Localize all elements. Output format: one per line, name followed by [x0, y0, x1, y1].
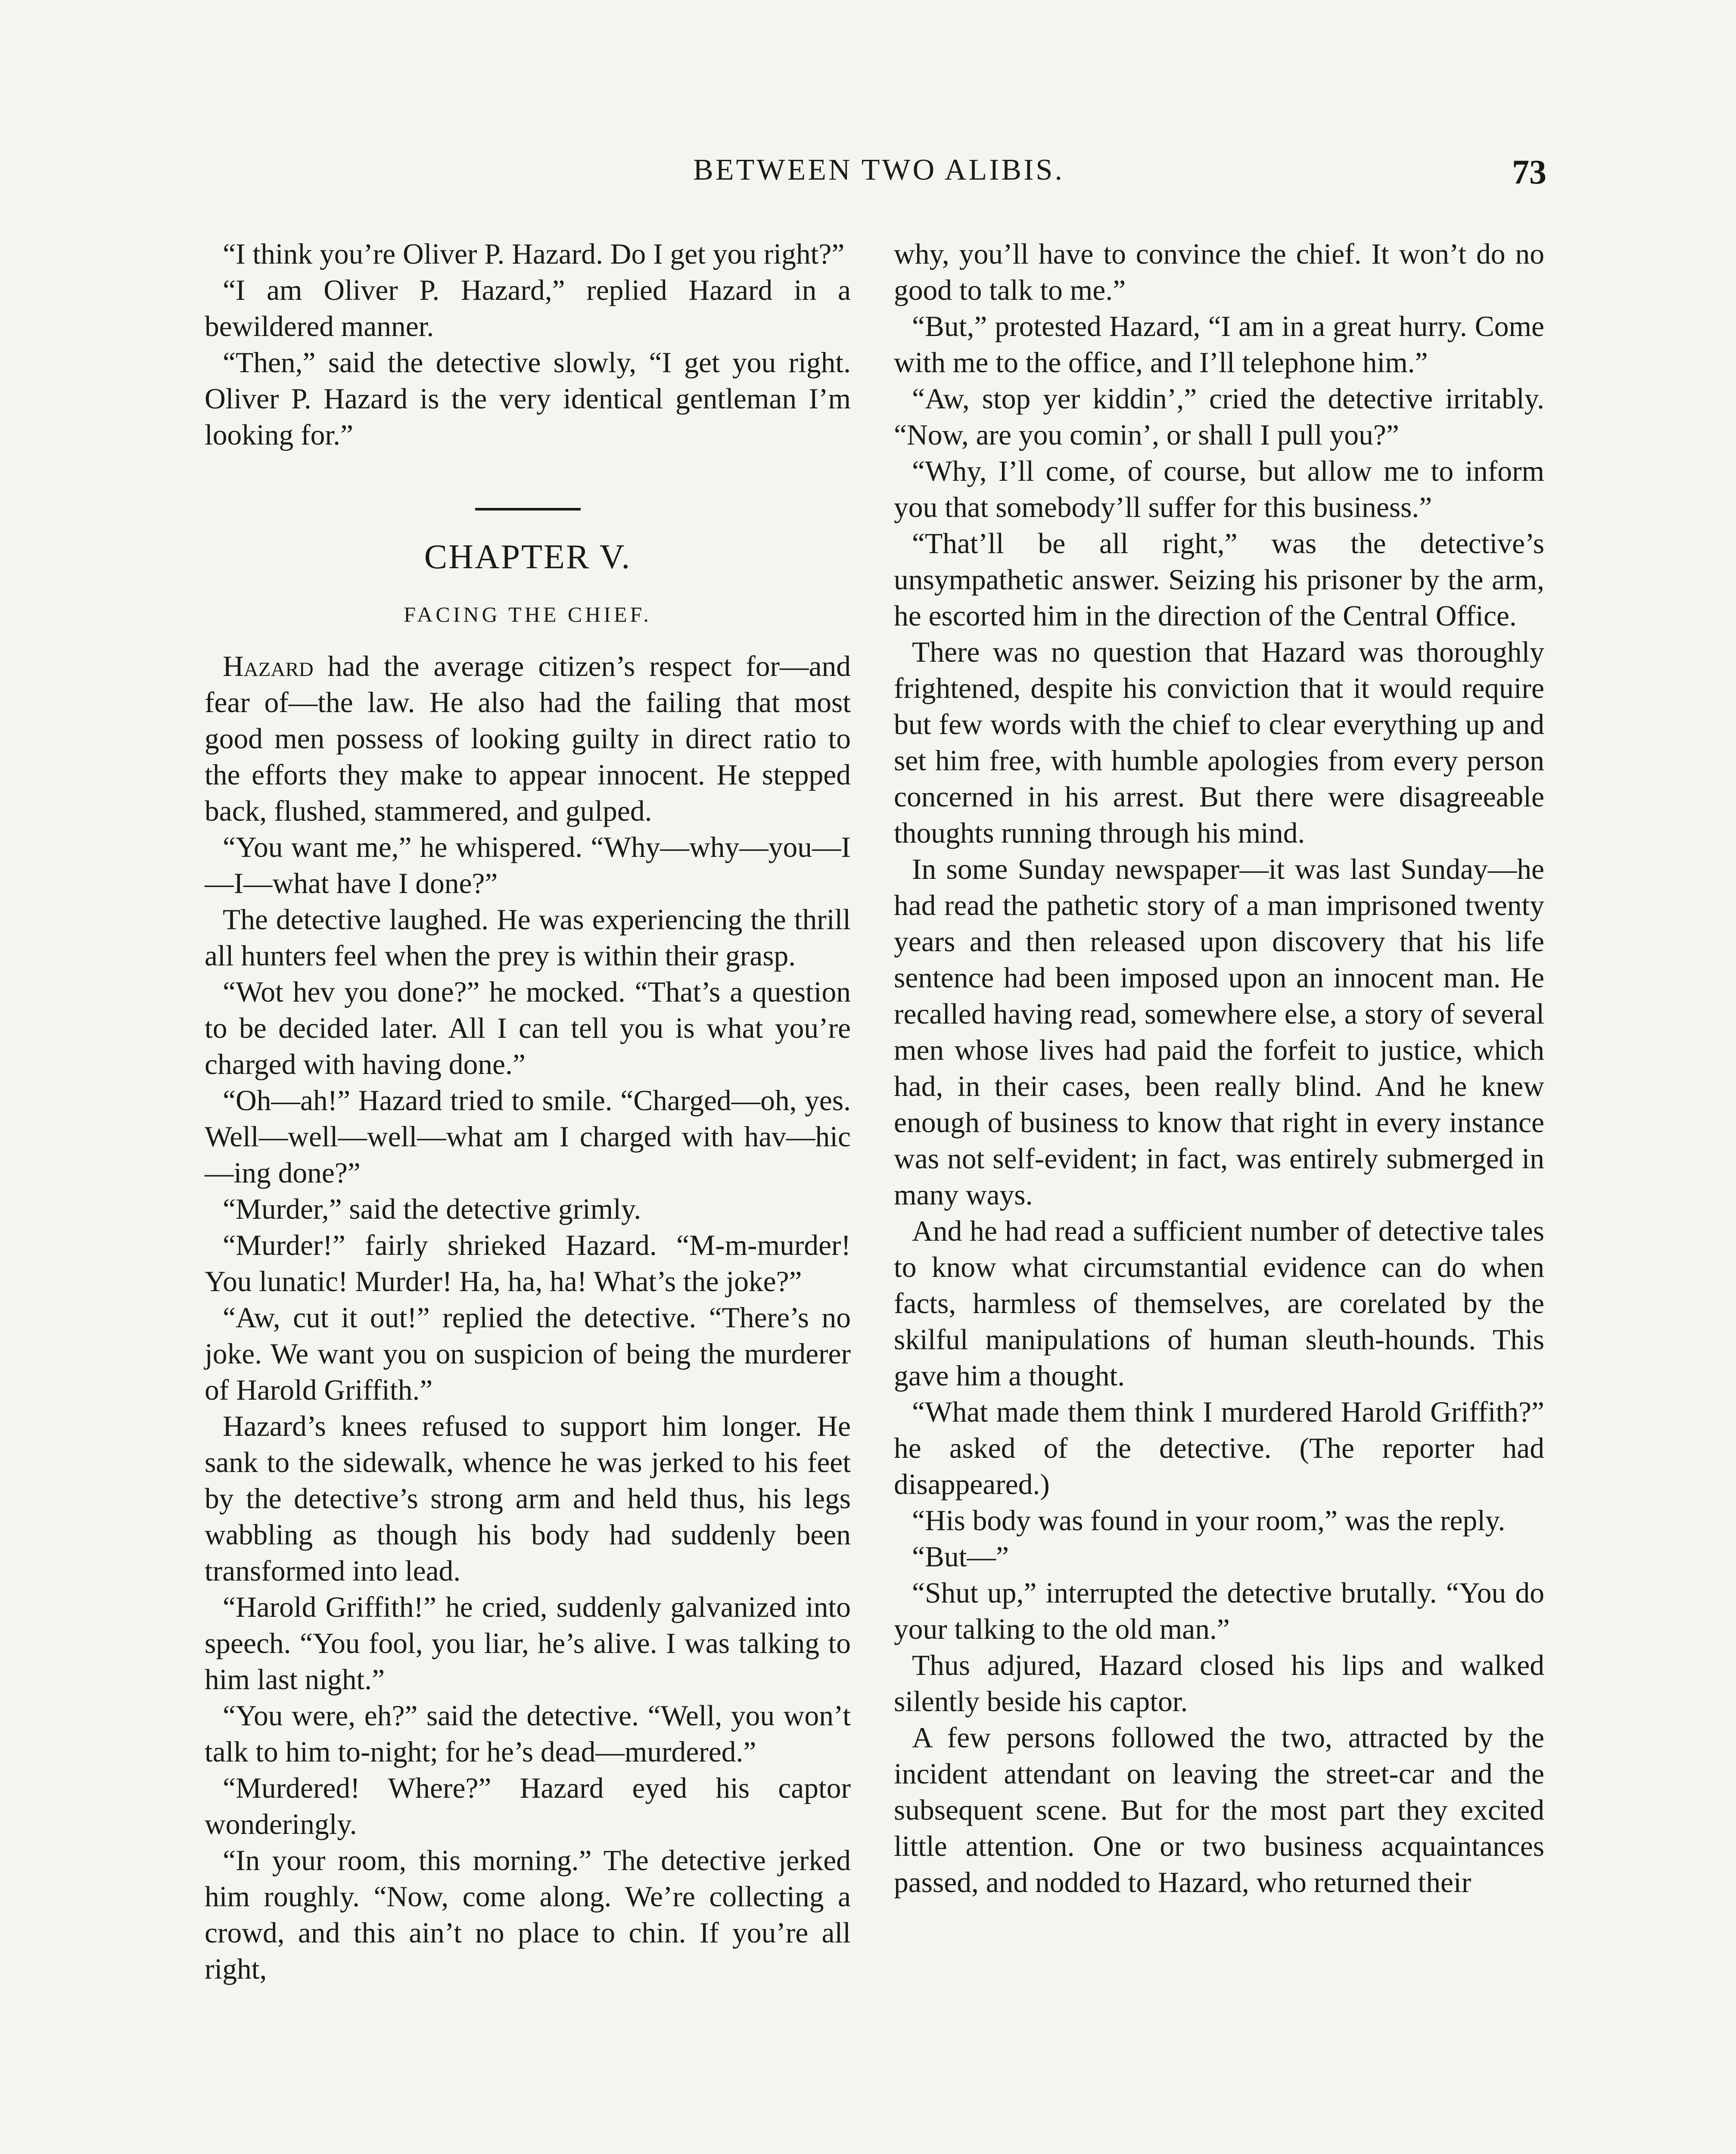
paragraph: “Then,” said the detective slowly, “I get you right. Oliver P. Hazard is the very identical gentleman I’m looking for.”	[205, 346, 851, 451]
left-column	[205, 236, 851, 1987]
page-number: 73	[1512, 153, 1546, 191]
paragraph: “What made them think I murdered Harold Griffith?” he asked of the detective. (The reporter had disappeared.)	[894, 1396, 1544, 1500]
running-head	[211, 153, 1546, 196]
paragraph: “I am Oliver P. Hazard,” replied Hazard in a bewildered manner.	[205, 274, 851, 342]
paragraph: “Aw, cut it out!” replied the detective. “There’s no joke. We want you on suspicion of being the murderer of Harold Griffith.”	[205, 1301, 851, 1406]
paragraph: “Oh—ah!” Hazard tried to smile. “Charged—oh, yes. Well—well—well—what am I charged with hav—hic—ing done?”	[205, 1084, 851, 1189]
paragraph: And he had read a sufficient number of detective tales to know what circumstantial evidence can do when facts, harmless of themselves, are corelated by the skilful manipulations of human sleuth-hounds. This gave him a thought.	[894, 1215, 1544, 1392]
paragraph: “I think you’re Oliver P. Hazard. Do I get you right?”	[223, 238, 845, 270]
paragraph: why, you’ll have to convince the chief. It won’t do no good to talk to me.”	[894, 238, 1544, 306]
paragraph: “His body was found in your room,” was the reply.	[912, 1504, 1506, 1537]
paragraph: “Wot hev you done?” he mocked. “That’s a question to be decided later. All I can tell you is what you’re charged with having done.”	[205, 976, 851, 1080]
paragraph: The detective laughed. He was experiencing the thrill all hunters feel when the prey is within their grasp.	[205, 903, 851, 972]
paragraph: “Shut up,” interrupted the detective brutally. “You do your talking to the old man.”	[894, 1577, 1544, 1645]
paragraph: “But,” protested Hazard, “I am in a great hurry. Come with me to the office, and I’ll telephone him.”	[894, 310, 1544, 379]
paragraph: There was no question that Hazard was thoroughly frightened, despite his conviction that it would require but few words with the chief to clear everything up and set him free, with humble apologies from every person concerned in his arrest. But there were disagreeable thoughts running through his mind.	[894, 636, 1544, 849]
right-column	[894, 236, 1544, 1901]
chapter-opening-paragraph	[205, 648, 851, 829]
paragraph: “Why, I’ll come, of course, but allow me to inform you that somebody’ll suffer for this business.”	[894, 455, 1544, 523]
paragraph: “Murder!” fairly shrieked Hazard. “M-m-murder! You lunatic! Murder! Ha, ha, ha! What’s the joke?”	[205, 1229, 851, 1298]
paragraph: “You were, eh?” said the detective. “Well, you won’t talk to him to-night; for he’s dead—murdered.”	[205, 1700, 851, 1768]
paragraph: “But—”	[912, 1541, 1009, 1573]
paragraph: Thus adjured, Hazard closed his lips and walked silently beside his captor.	[894, 1649, 1544, 1718]
paragraph-text: had the average citizen’s respect for—and fear of—the law. He also had the failing that most good men possess of looking guilty in direct ratio to the efforts they make to appear innocent. He stepped back, flushed, stammered, and gulped.	[205, 650, 851, 827]
chapter-subtitle: FACING THE CHIEF.	[404, 602, 652, 626]
lead-word: Hazard	[223, 650, 314, 682]
chapter-title: CHAPTER V.	[424, 538, 632, 576]
paragraph: “That’ll be all right,” was the detective’s unsympathetic answer. Seizing his prisoner by the arm, he escorted him in the direction of the Central Office.	[894, 527, 1544, 632]
paragraph: “In your room, this morning.” The detective jerked him roughly. “Now, come along. We’re collecting a crowd, and this ain’t no place to chin. If you’re all right,	[205, 1844, 851, 1985]
running-title: BETWEEN TWO ALIBIS.	[693, 153, 1064, 187]
paragraph: Hazard’s knees refused to support him longer. He sank to the sidewalk, whence he was jerked to his feet by the detective’s strong arm and held thus, his legs wabbling as though his body had suddenly been transformed into lead.	[205, 1410, 851, 1587]
paragraph: “You want me,” he whispered. “Why—why—you—I—I—what have I done?”	[205, 831, 851, 900]
paragraph: In some Sunday newspaper—it was last Sunday—he had read the pathetic story of a man imprisoned twenty years and then released upon discovery that his life sentence had been imposed upon an innocent man. He recalled having read, somewhere else, a story of several men whose lives had paid the forfeit to justice, which had, in their cases, been really blind. And he knew enough of business to know that right in every instance was not self-evident; in fact, was entirely submerged in many ways.	[894, 853, 1544, 1211]
paragraph: “Murdered! Where?” Hazard eyed his captor wonderingly.	[205, 1772, 851, 1840]
paragraph: “Aw, stop yer kiddin’,” cried the detective irritably. “Now, are you comin’, or shall I pull you?”	[894, 383, 1544, 451]
paragraph: A few persons followed the two, attracted by the incident attendant on leaving the street-car and the subsequent scene. But for the most part they excited little attention. One or two business acquaintances passed, and nodded to Hazard, who returned their	[894, 1721, 1544, 1899]
section-divider	[475, 508, 581, 510]
paragraph: “Murder,” said the detective grimly.	[223, 1193, 641, 1225]
paragraph: “Harold Griffith!” he cried, suddenly galvanized into speech. “You fool, you liar, he’s alive. I was talking to him last night.”	[205, 1591, 851, 1696]
